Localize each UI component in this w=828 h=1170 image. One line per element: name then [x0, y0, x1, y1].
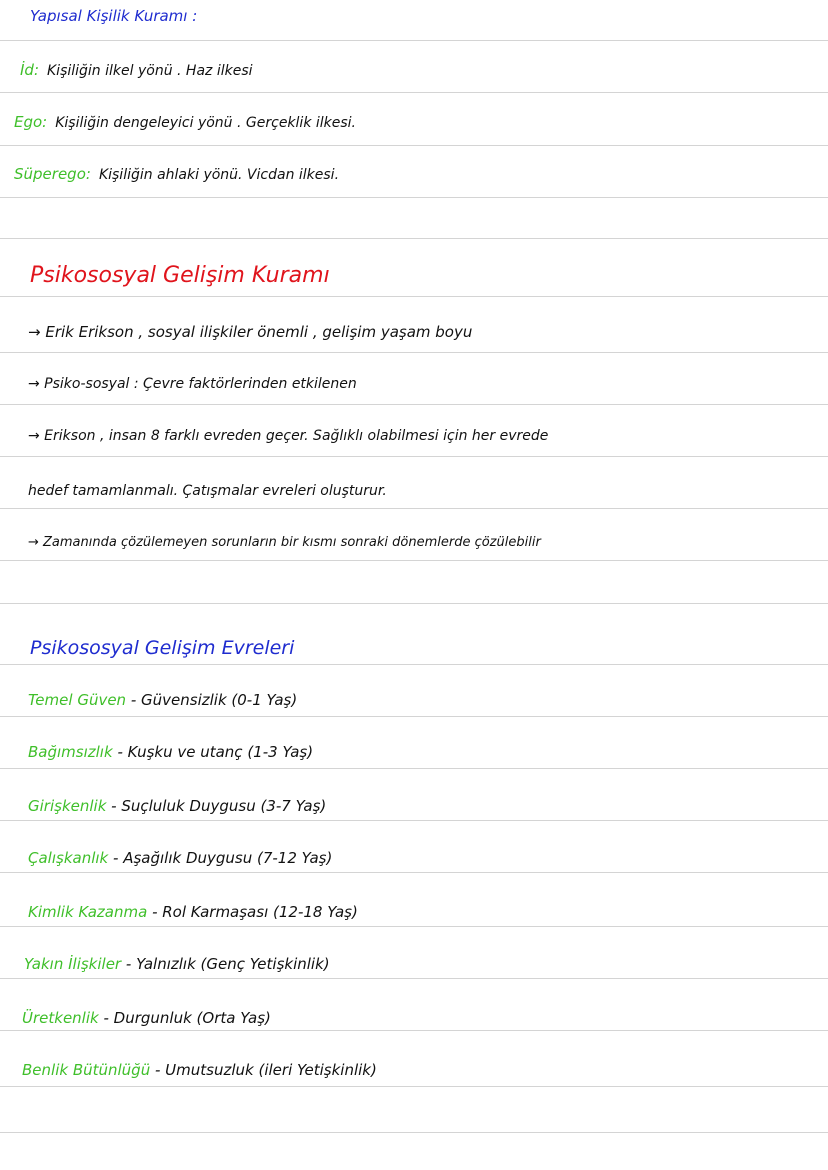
rule-line	[0, 603, 828, 604]
rule-line	[0, 768, 828, 769]
rule-line	[0, 197, 828, 198]
stage-row	[22, 1060, 377, 1080]
stage-negative: - Güvensizlik (0-1 Yaş)	[130, 691, 298, 709]
rule-line	[0, 296, 828, 297]
stage-row	[28, 796, 326, 816]
stage-row	[22, 1008, 271, 1028]
section1-title: Yapısal Kişilik Kuramı :	[30, 7, 198, 25]
rule-line	[0, 820, 828, 821]
stage-positive: Benlik Bütünlüğü	[22, 1061, 151, 1079]
stage-row	[28, 742, 313, 762]
rule-line	[0, 1030, 828, 1031]
section3-title: Psikososyal Gelişim Evreleri	[30, 637, 295, 659]
bullet-item: → Erikson , insan 8 farklı evreden geçer. Sağlıklı olabilmesi için her evrede	[28, 428, 549, 444]
rule-line	[0, 508, 828, 509]
stage-positive: Kimlik Kazanma	[28, 903, 148, 921]
rule-line	[0, 40, 828, 41]
rule-line	[0, 92, 828, 93]
bullet-item: → Psiko-sosyal : Çevre faktörlerinden etkilenen	[28, 376, 357, 392]
rule-line	[0, 978, 828, 979]
rule-line	[0, 560, 828, 561]
bullet-item: → Zamanında çözülemeyen sorunların bir kısmı sonraki dönemlerde çözülebilir	[28, 535, 541, 550]
stage-negative: - Kuşku ve utanç (1-3 Yaş)	[117, 743, 314, 761]
stage-row	[28, 690, 297, 710]
stage-negative: - Aşağılık Duygusu (7-12 Yaş)	[113, 849, 333, 867]
definition-text: Kişiliğin dengeleyici yönü . Gerçeklik ilkesi.	[55, 115, 357, 131]
definition-id	[20, 60, 253, 81]
rule-line	[0, 1086, 828, 1087]
definition-key: Ego:	[14, 113, 48, 131]
rule-line	[0, 926, 828, 927]
rule-line	[0, 664, 828, 665]
stage-positive: Yakın İlişkiler	[24, 955, 122, 973]
stage-positive: Girişkenlik	[28, 797, 107, 815]
stage-row	[28, 902, 358, 922]
bullet-item: → Erik Erikson , sosyal ilişkiler önemli , gelişim yaşam boyu	[28, 323, 473, 341]
stage-row	[28, 848, 332, 868]
stage-negative: - Suçluluk Duygusu (3-7 Yaş)	[111, 797, 327, 815]
stage-negative: - Yalnızlık (Genç Yetişkinlik)	[125, 955, 330, 973]
stage-positive: Temel Güven	[28, 691, 127, 709]
rule-line	[0, 238, 828, 239]
stage-negative: - Umutsuzluk (ileri Yetişkinlik)	[155, 1061, 377, 1079]
stage-positive: Bağımsızlık	[28, 743, 113, 761]
rule-line	[0, 352, 828, 353]
stage-negative: - Rol Karmaşası (12-18 Yaş)	[152, 903, 358, 921]
rule-line	[0, 1132, 828, 1133]
definition-superego	[14, 164, 339, 185]
rule-line	[0, 404, 828, 405]
rule-line	[0, 145, 828, 146]
stage-positive: Üretkenlik	[22, 1009, 99, 1027]
rule-line	[0, 456, 828, 457]
definition-key: Süperego:	[14, 165, 91, 183]
section2-title: Psikososyal Gelişim Kuramı	[30, 263, 330, 288]
rule-line	[0, 872, 828, 873]
definition-ego	[14, 112, 356, 133]
stage-row	[24, 954, 330, 974]
stage-positive: Çalışkanlık	[28, 849, 109, 867]
stage-negative: - Durgunluk (Orta Yaş)	[103, 1009, 271, 1027]
definition-text: Kişiliğin ilkel yönü . Haz ilkesi	[47, 63, 253, 79]
bullet-item-continuation: hedef tamamlanmalı. Çatışmalar evreleri oluşturur.	[28, 483, 387, 499]
rule-line	[0, 716, 828, 717]
definition-text: Kişiliğin ahlaki yönü. Vicdan ilkesi.	[98, 167, 340, 183]
definition-key: İd:	[20, 61, 39, 79]
